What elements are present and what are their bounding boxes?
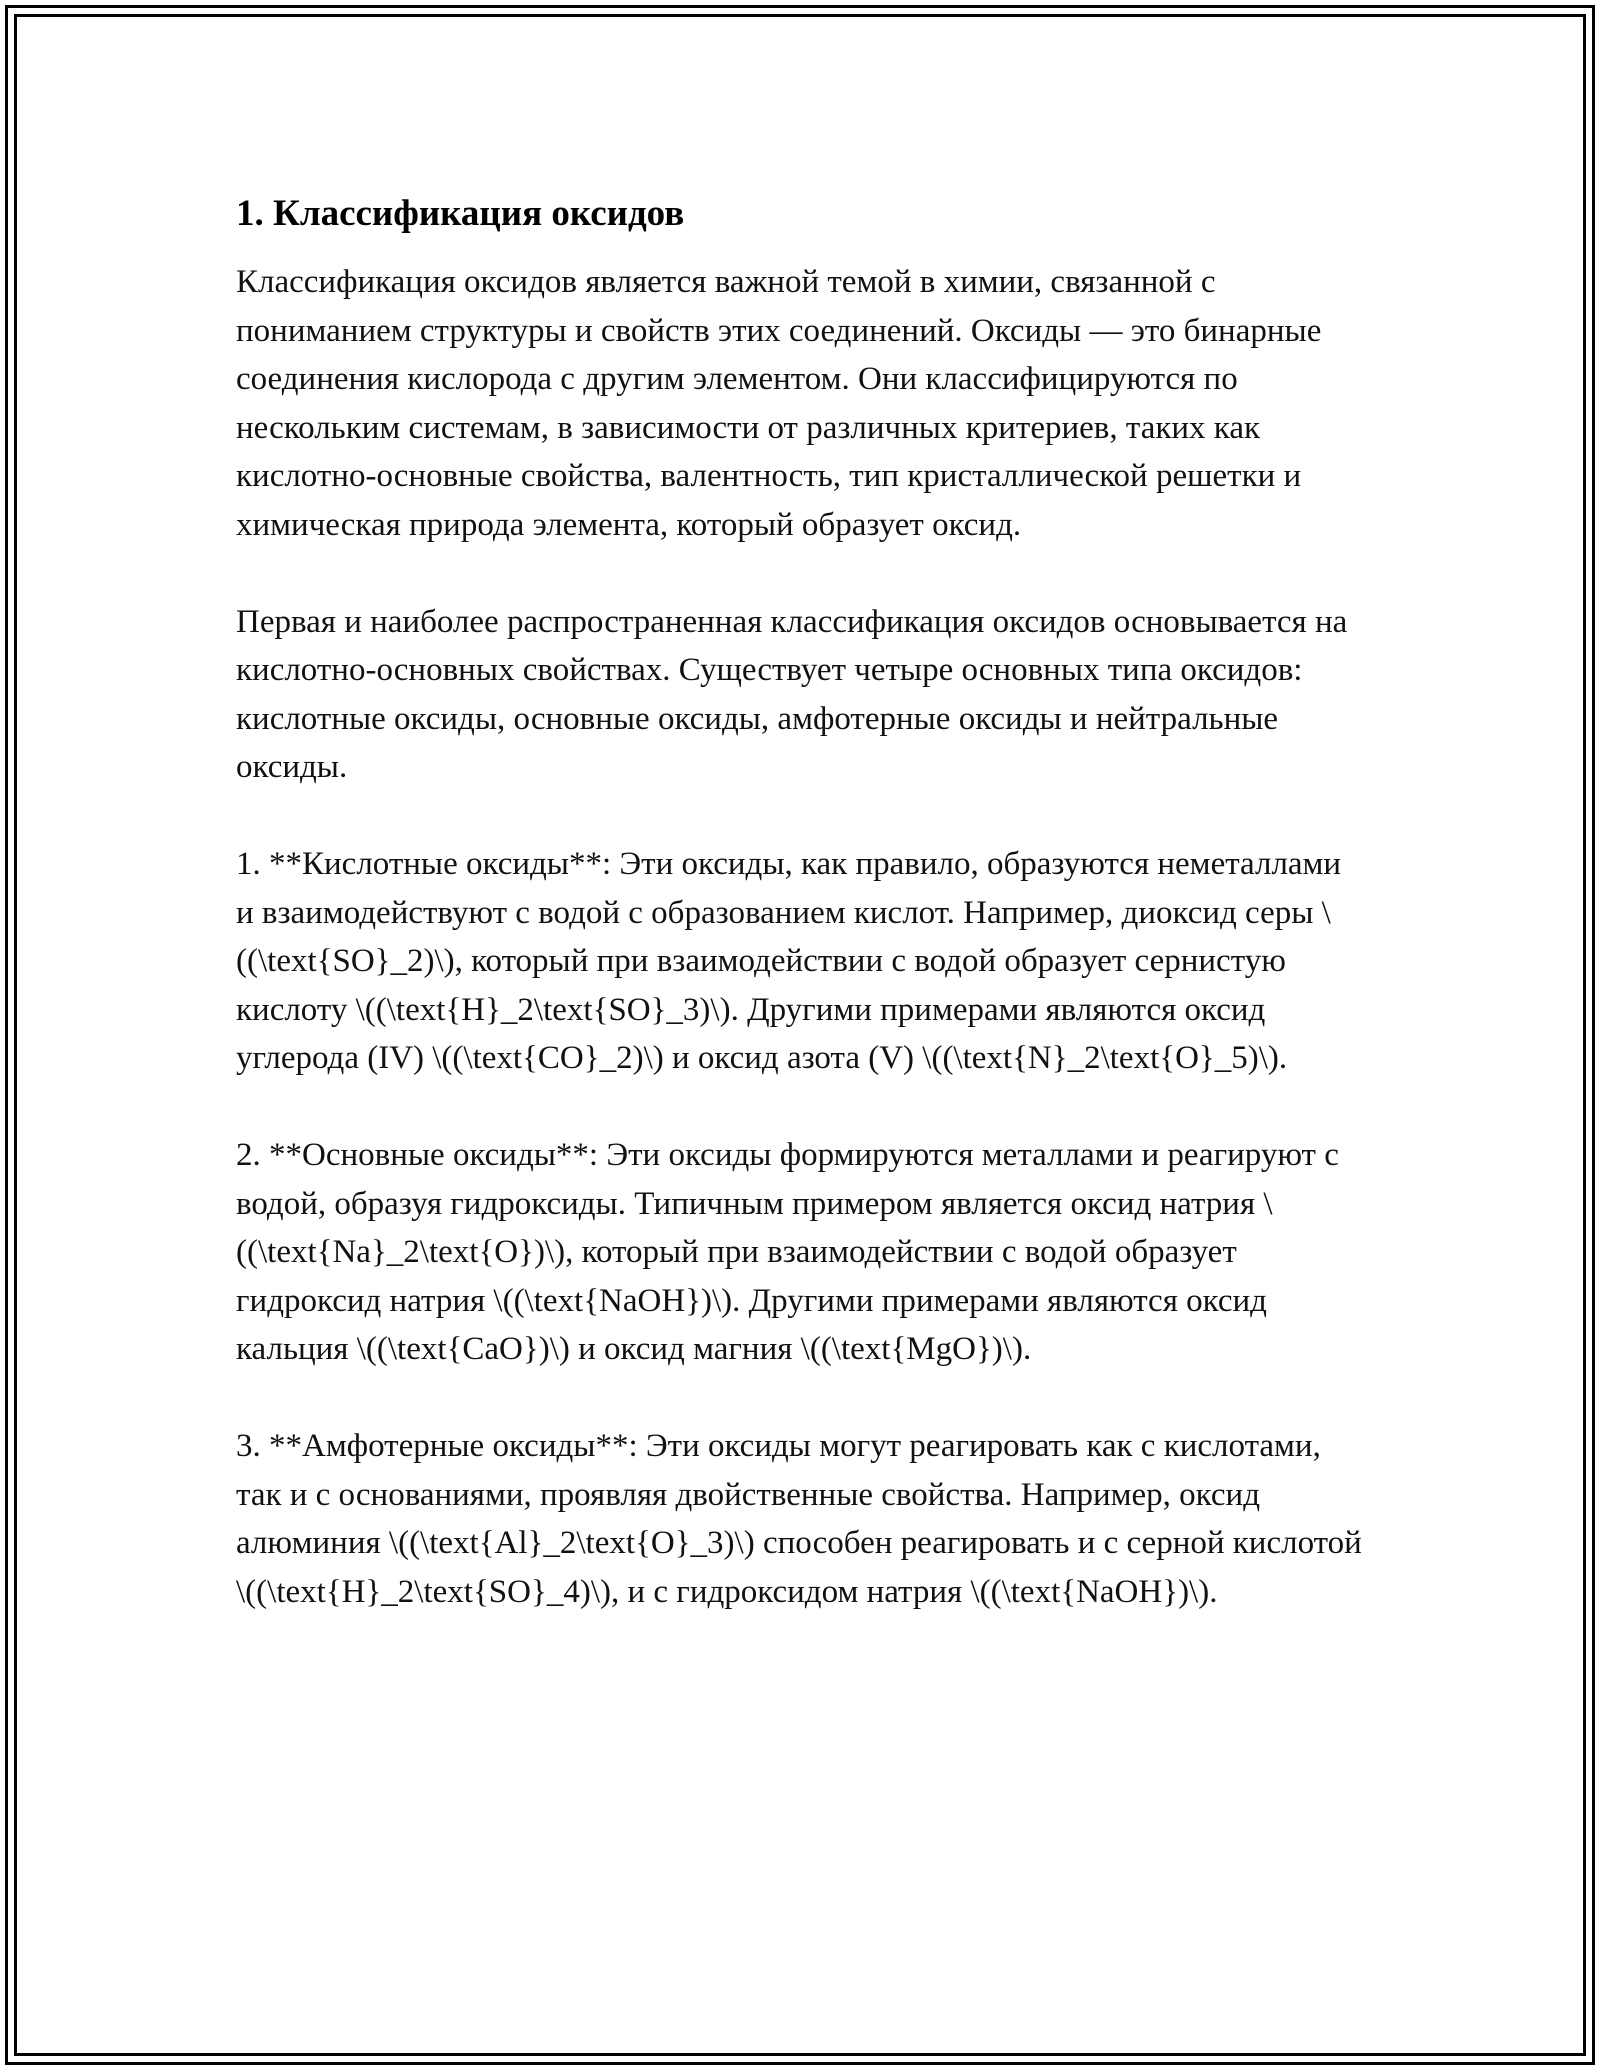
paragraph-intro: Классификация оксидов является важной темой в химии, связанной с пониманием структуры и свойств этих соединений. Оксиды — это бинарные соединения кислорода с другим элементом. Они классифицируются по нескольким системам, в зависимости от различных критериев, таких как кислотно-основные свойства, валентность, тип кристаллической решетки и химическая природа элемента, который образует оксид. [236, 264, 1322, 543]
document-body [236, 188, 1366, 1665]
paragraph-basic-oxides: 2. **Основные оксиды**: Эти оксиды формируются металлами и реагируют с водой, образуя гидроксиды. Типичным примером является оксид натрия \((\text{Na}_2\text{O})\), который при взаимодействии с водой образует гидроксид натрия \((\text{NaOH})\). Другими примерами являются оксид кальция \((\text{CaO})\) и оксид магния \((\text{MgO})\). [236, 1137, 1339, 1367]
paragraph-classification: Первая и наиболее распространенная классификация оксидов основывается на кислотно-основных свойствах. Существует четыре основных типа оксидов: кислотные оксиды, основные оксиды, амфотерные оксиды и нейтральные оксиды. [236, 603, 1348, 785]
paragraph-acidic-oxides: 1. **Кислотные оксиды**: Эти оксиды, как правило, образуются неметаллами и взаимодействуют с водой с образованием кислот. Например, диоксид серы \((\text{SO}_2)\), который при взаимодействии с водой образует сернистую кислоту \((\text{H}_2\text{SO}_3)\). Другими примерами являются оксид углерода (IV) \((\text{CO}_2)\) и оксид азота (V) \((\text{N}_2\text{O}_5)\). [236, 846, 1342, 1076]
paragraph-amphoteric-oxides: 3. **Амфотерные оксиды**: Эти оксиды могут реагировать как с кислотами, так и с основаниями, проявляя двойственные свойства. Например, оксид алюминия \((\text{Al}_2\text{O}_3)\) способен реагировать и с серной кислотой \((\text{H}_2\text{SO}_4)\), и с гидроксидом натрия \((\text{NaOH})\). [236, 1428, 1362, 1610]
section-heading: 1. Классификация оксидов [236, 193, 685, 234]
